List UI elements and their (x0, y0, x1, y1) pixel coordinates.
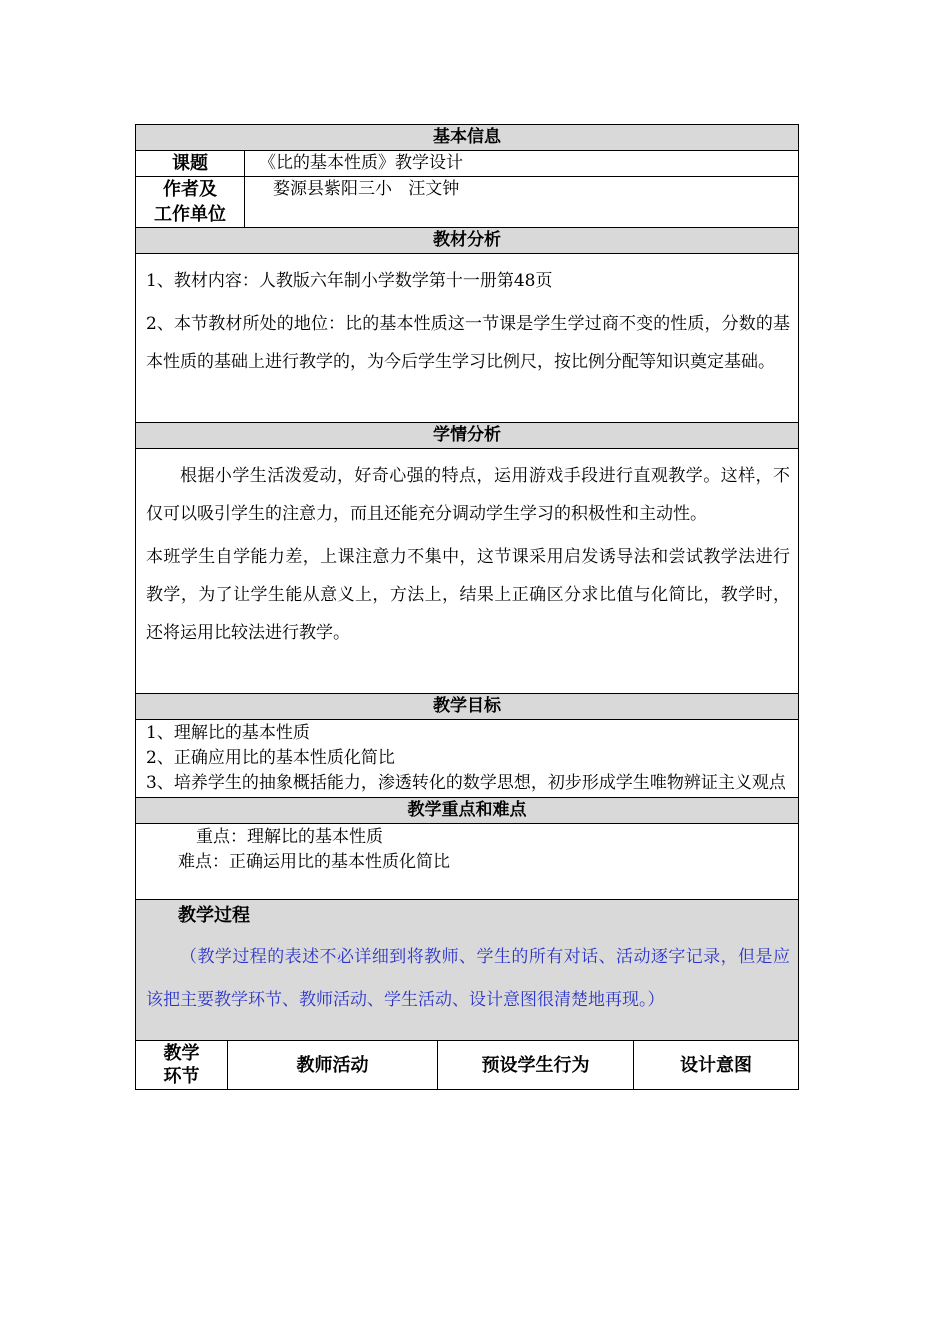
process-section (136, 900, 799, 1041)
goal-item: 1、理解比的基本性质 (146, 723, 310, 743)
topic-label: 课题 (136, 151, 245, 177)
students-content (136, 449, 799, 694)
column-header-stage-line1: 教学 (163, 1043, 200, 1064)
author-label (136, 177, 245, 228)
section-header-goals: 教学目标 (136, 694, 799, 720)
column-header-student: 预设学生行为 (438, 1041, 634, 1090)
section-header-basic-info: 基本信息 (136, 125, 799, 151)
process-note: （教学过程的表述不必详细到将教师、学生的所有对话、活动逐字记录，但是应该把主要教学环节、教师活动、学生活动、设计意图很清楚地再现。） (146, 947, 790, 1010)
textbook-content (136, 254, 799, 423)
author-value: 婺源县紫阳三小 汪文钟 (245, 177, 799, 228)
students-paragraph-2: 本班学生自学能力差，上课注意力不集中，这节课采用启发诱导法和尝试教学法进行教学，为了让学生能从意义上，方法上，结果上正确区分求比值与化简比，教学时，还将运用比较法进行教学。 (146, 547, 790, 643)
author-label-line1: 作者及 (163, 179, 217, 200)
goal-item: 3、培养学生的抽象概括能力，渗透转化的数学思想，初步形成学生唯物辨证主义观点 (146, 773, 786, 793)
keypoints-content (136, 824, 799, 900)
goal-item: 2、正确应用比的基本性质化简比 (146, 748, 395, 768)
section-header-keypoints: 教学重点和难点 (136, 798, 799, 824)
column-header-stage-line2: 环节 (163, 1066, 200, 1087)
section-header-students: 学情分析 (136, 423, 799, 449)
goals-content (136, 720, 799, 798)
textbook-paragraph-2: 2、本节教材所处的地位：比的基本性质这一节课是学生学过商不变的性质，分数的基本性质的基础上进行教学的，为今后学生学习比例尺，按比例分配等知识奠定基础。 (146, 314, 790, 372)
lesson-plan-document (135, 124, 798, 1090)
section-header-textbook: 教材分析 (136, 228, 799, 254)
difficult-point: 难点：正确运用比的基本性质化简比 (178, 852, 450, 872)
basic-info-table (135, 124, 799, 1041)
column-header-intent: 设计意图 (634, 1041, 799, 1090)
column-header-stage (136, 1041, 228, 1090)
students-paragraph-1: 根据小学生活泼爱动，好奇心强的特点，运用游戏手段进行直观教学。这样，不仅可以吸引学生的注意力，而且还能充分调动学生学习的积极性和主动性。 (146, 466, 790, 524)
key-point: 重点：理解比的基本性质 (196, 827, 383, 847)
process-title: 教学过程 (178, 905, 250, 926)
column-header-teacher: 教师活动 (228, 1041, 438, 1090)
topic-value: 《比的基本性质》教学设计 (245, 151, 799, 177)
author-label-line2: 工作单位 (154, 204, 226, 225)
textbook-paragraph-1: 1、教材内容：人教版六年制小学数学第十一册第48页 (146, 271, 553, 291)
process-columns-table (135, 1040, 799, 1090)
